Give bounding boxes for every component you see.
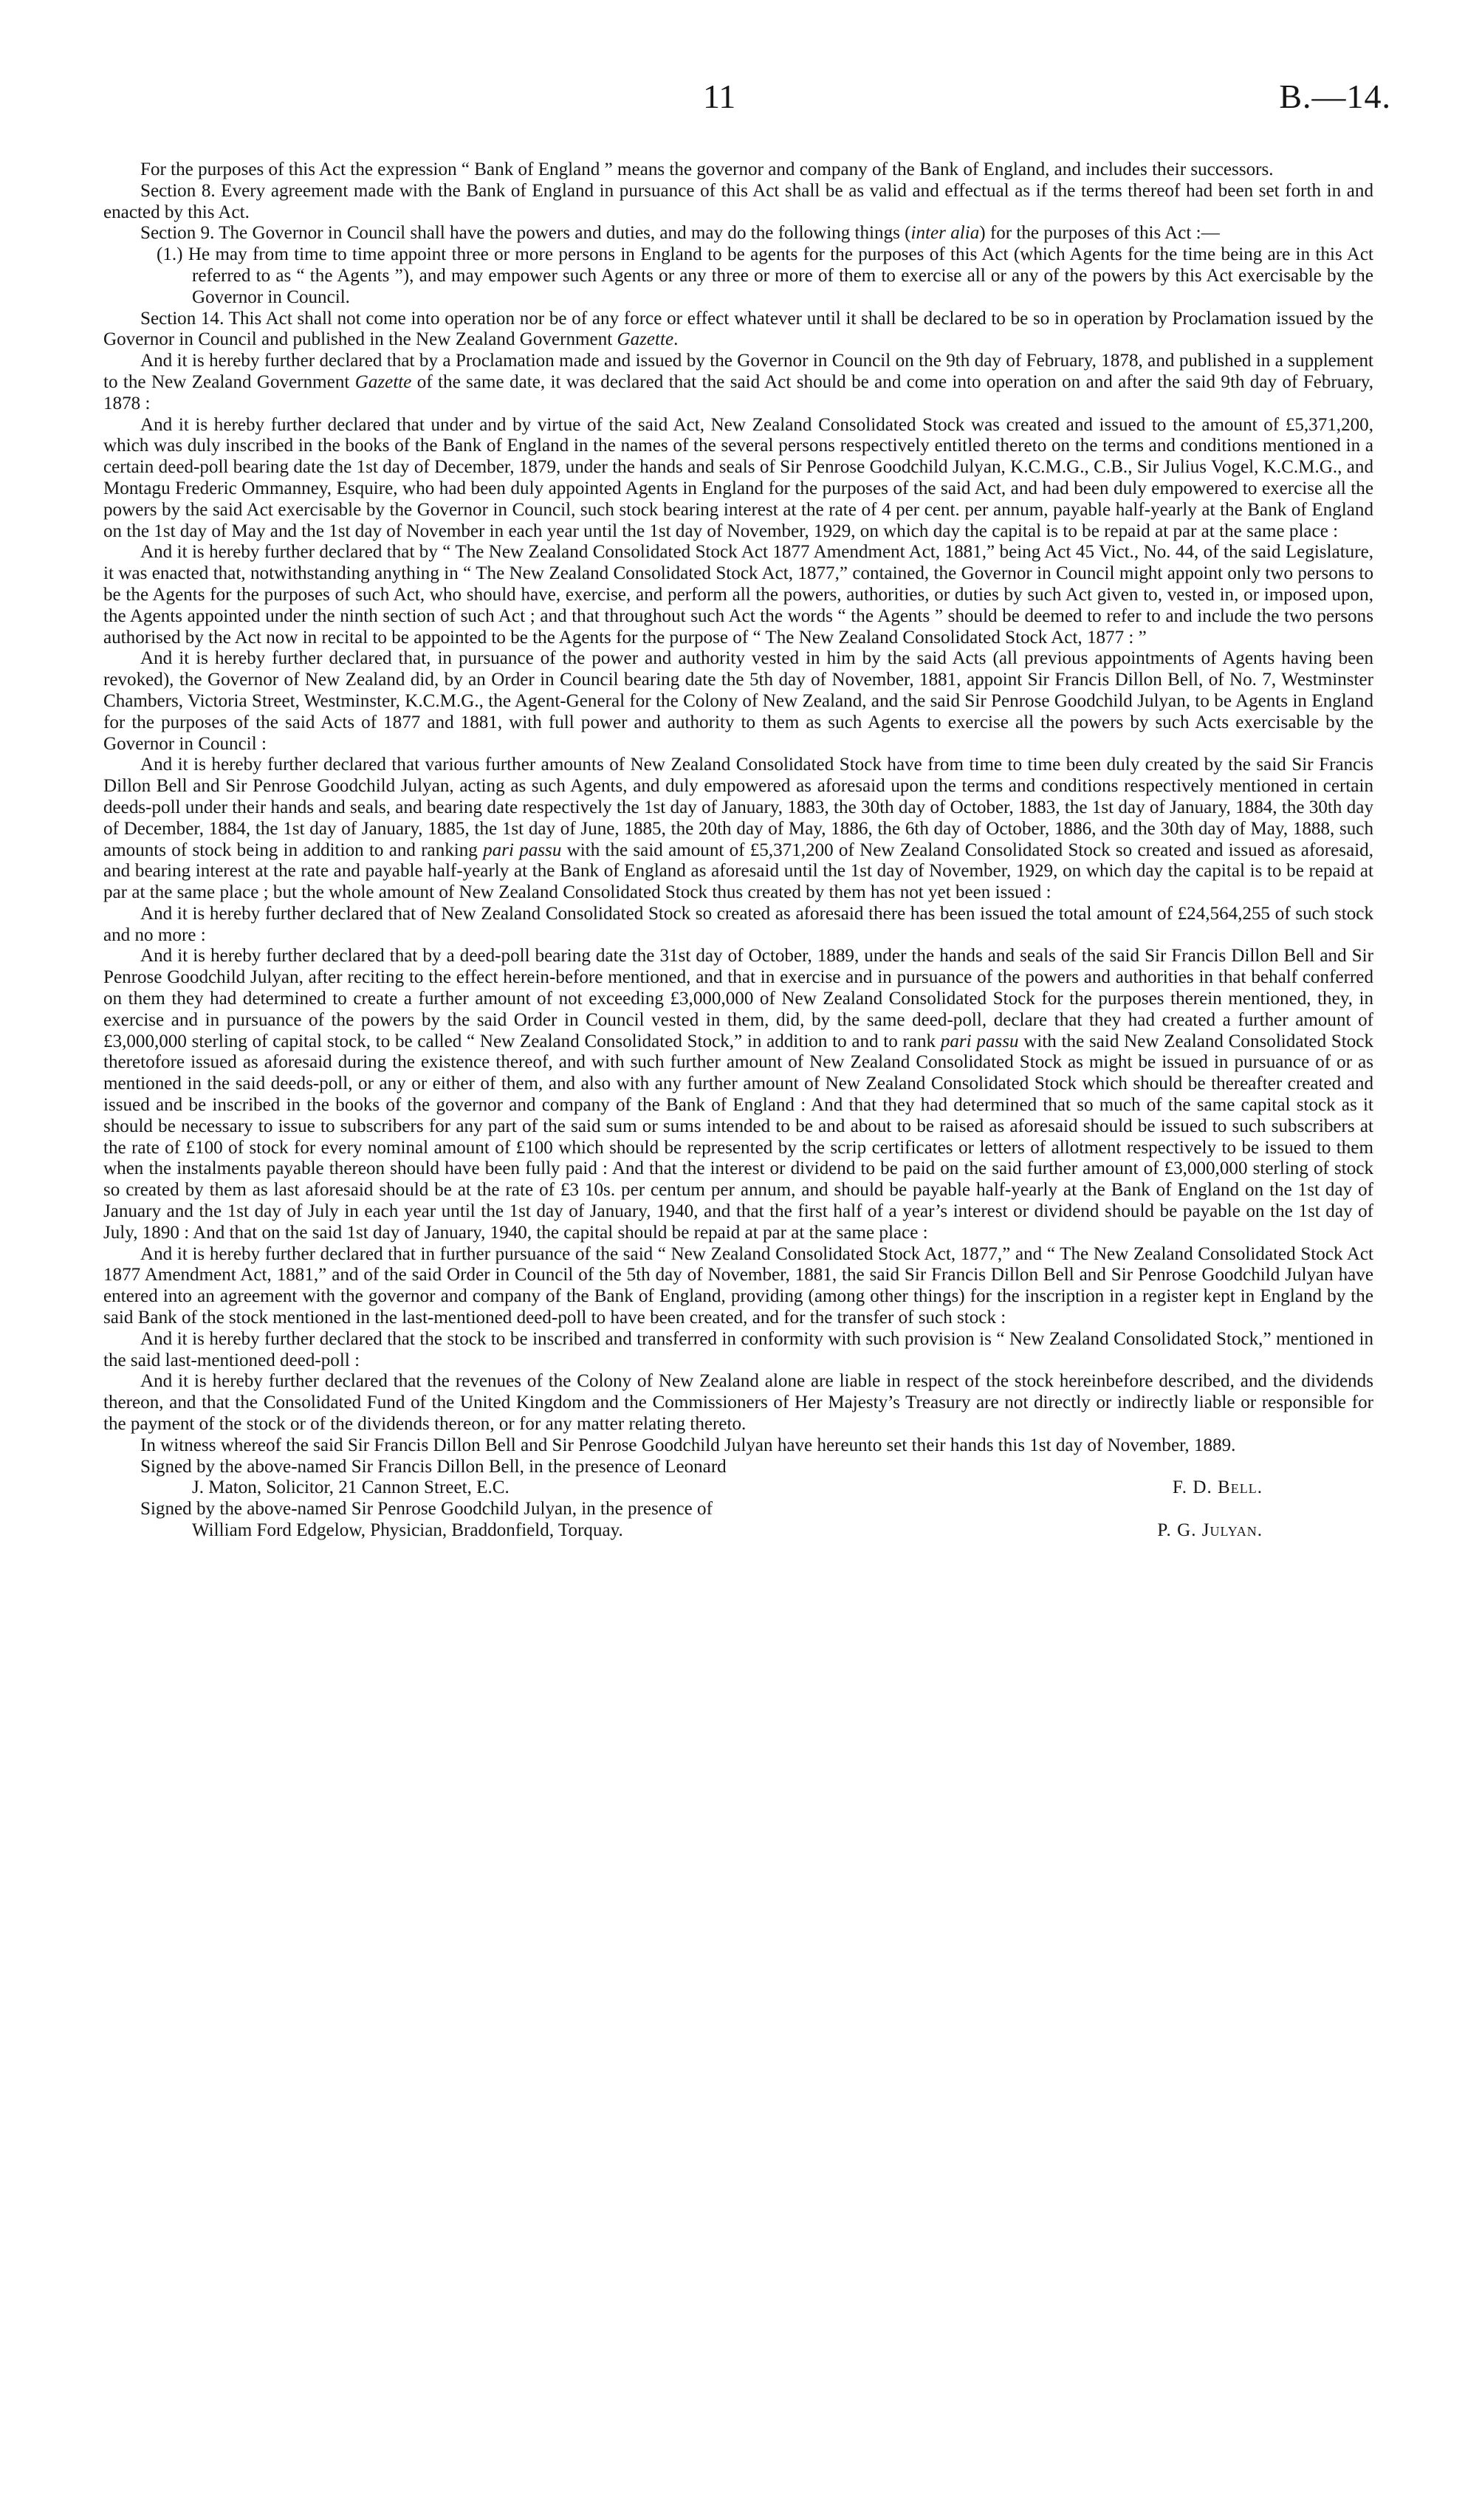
paragraph: And it is hereby further declared that by a deed-poll bearing date the 31st day of October, 1889, under the hands and seals of the said Sir Francis Dillon Bell and Sir Penrose Goodchild Julyan, after reciting to the effect herein-before mentioned, and that in exercise and in pursuance of the powers and authorities in that behalf conferred on them they had determined to create a further amount of not exceeding £3,000,000 of New Zealand Consolidated Stock for the purposes therein mentioned, they, in exercise and in pursuance of the powers by the said Order in Council vested in them, did, by the same deed-poll, declare that they had created a further amount of £3,000,000 sterling of capital stock, to be called “ New Zealand Consolidated Stock,” in addition to and to rank pari passu with the said New Zealand Consolidated Stock theretofore issued as aforesaid during the existence thereof, and with such further amount of New Zealand Consolidated Stock as might be issued in pursuance of or as mentioned in the said deeds-poll, or any or either of them, and also with any further amount of New Zealand Consolidated Stock which should be thereafter created and issued and be inscribed in the books of the governor and company of the Bank of England : And that they had determined that so much of the same capital stock as it should be necessary to issue to subscribers for any part of the said sum or sums intended to be and about to be raised as aforesaid should be issued to such subscribers at the rate of £100 of stock for every nominal amount of £100 which should be represented by the scrip certificates or letters of allotment respectively to be issued to them when the instalments payable thereon should have been fully paid : And that the interest or dividend to be paid on the said further amount of £3,000,000 sterling of stock so created by them as last aforesaid should be at the rate of £3 10s. per centum per annum, and should be payable half-yearly at the Bank of England on the 1st day of January and the 1st day of July in each year until the 1st day of January, 1940, and that the first half of a year’s interest or dividend should be payable on the 1st day of July, 1890 : And that on the said 1st day of January, 1940, the capital should be repaid at par at the same place :: [103, 946, 1373, 1243]
paragraph: And it is hereby further declared that the revenues of the Colony of New Zealand alone are liable in respect of the stock hereinbefore described, and the dividends thereon, and that the Consolidated Fund of the United Kingdom and the Commissioners of Her Majesty’s Treasury are not directly or indirectly liable or responsible for the payment of the stock or of the dividends thereon, or for any matter relating thereto.: [103, 1371, 1373, 1435]
page-header: [0, 77, 1465, 121]
paragraph: And it is hereby further declared that various further amounts of New Zealand Consolidated Stock have from time to time been duly created by the said Sir Francis Dillon Bell and Sir Penrose Goodchild Julyan, acting as such Agents, and duly empowered as aforesaid upon the terms and conditions respectively mentioned in certain deeds-poll under their hands and seals, and bearing date respectively the 1st day of January, 1883, the 30th day of October, 1883, the 1st day of January, 1884, the 30th day of December, 1884, the 1st day of January, 1885, the 1st day of June, 1885, the 20th day of May, 1886, the 6th day of October, 1886, and the 30th day of May, 1888, such amounts of stock being in addition to and ranking pari passu with the said amount of £5,371,200 of New Zealand Consolidated Stock so created and issued as aforesaid, and bearing interest at the rate and payable half-yearly at the Bank of England as aforesaid until the 1st day of November, 1929, on which day the capital is to be repaid at par at the same place ; but the whole amount of New Zealand Consolidated Stock thus created by them has not yet been issued :: [103, 755, 1373, 903]
numbered-clause: (1.) He may from time to time appoint three or more persons in England to be agents for the purposes of this Act (which Agents for the time being are in this Act referred to as “ the Agents ”), and may empower such Agents or any three or more of them to exercise all or any of the powers by this Act exercisable by the Governor in Council.: [157, 244, 1373, 307]
paragraph: For the purposes of this Act the expression “ Bank of England ” means the governor and company of the Bank of England, and includes their successors.: [140, 159, 1274, 179]
body-text: [103, 159, 1373, 1542]
signature-block-bell: [103, 1457, 1373, 1500]
paragraph: And it is hereby further declared that by a Proclamation made and issued by the Governor in Council on the 9th day of February, 1878, and published in a supplement to the New Zealand Government Gazette of the same date, it was declared that the said Act should be and come into operation on and after the said 9th day of February, 1878 :: [103, 351, 1373, 413]
paragraph: And it is hereby further declared that, in pursuance of the power and authority vested in him by the said Acts (all previous appointments of Agents having been revoked), the Governor of New Zealand did, by an Order in Council bearing date the 5th day of November, 1881, appoint Sir Francis Dillon Bell, of No. 7, Westminster Chambers, Victoria Street, Westminster, K.C.M.G., the Agent-General for the Colony of New Zealand, and the said Sir Penrose Goodchild Julyan, to be Agents in England for the purposes of the said Acts of 1877 and 1881, with full power and authority to them as such Agents to exercise all the powers by such Acts exercisable by the Governor in Council :: [103, 648, 1373, 754]
attestation-text: Signed by the above-named Sir Francis Dillon Bell, in the presence of Leonard J. Maton, Solicitor, 21 Cannon Street, E.C.: [140, 1456, 727, 1498]
paragraph: And it is hereby further declared that in further pursuance of the said “ New Zealand Consolidated Stock Act, 1877,” and “ The New Zealand Consolidated Stock Act 1877 Amendment Act, 1881,” and of the said Order in Council of the 5th day of November, 1881, the said Sir Francis Dillon Bell and Sir Penrose Goodchild Julyan have entered into an agreement with the governor and company of the Bank of England, providing (among other things) for the inscription in a register kept in England by the said Bank of the stock mentioned in the last-mentioned deed-poll to have been created, and for the transfer of such stock :: [103, 1243, 1373, 1328]
paragraph: Section 9. The Governor in Council shall have the powers and duties, and may do the following things (inter alia) for the purposes of this Act :—: [140, 223, 1220, 244]
paragraph: And it is hereby further declared that under and by virtue of the said Act, New Zealand Consolidated Stock was created and issued to the amount of £5,371,200, which was duly inscribed in the books of the Bank of England in the names of the several persons respectively entitled thereto on the terms and conditions mentioned in a certain deed-poll bearing date the 1st day of December, 1879, under the hands and seals of Sir Penrose Goodchild Julyan, K.C.M.G., C.B., Sir Julius Vogel, K.C.M.G., and Montagu Frederic Ommanney, Esquire, who had been duly appointed Agents in England for the purposes of the said Act, and had been duly empowered to exercise all the powers by the said Act exercisable by the Governor in Council, such stock bearing interest at the rate of 4 per cent. per annum, payable half-yearly at the Bank of England on the 1st day of May and the 1st day of November in each year until the 1st day of November, 1929, on which day the capital is to be repaid at par at the same place :: [103, 414, 1373, 541]
paragraph: And it is hereby further declared that of New Zealand Consolidated Stock so created as aforesaid there has been issued the total amount of £24,564,255 of such stock and no more :: [103, 903, 1373, 945]
document-reference: B.—14.: [1279, 78, 1391, 115]
signatory-name: F. D. Bell.: [1172, 1477, 1263, 1498]
page-number: 11: [703, 78, 736, 115]
paragraph: Section 8. Every agreement made with the Bank of England in pursuance of this Act shall be as valid and effectual as if the terms thereof had been set forth in and enacted by this Act.: [103, 180, 1373, 222]
signature-block-julyan: [103, 1499, 1373, 1542]
paragraph: Section 14. This Act shall not come into operation nor be of any force or effect whatever until it shall be declared to be so in operation by Proclamation issued by the Governor in Council and published in the New Zealand Government Gazette.: [103, 308, 1373, 350]
attestation-text: Signed by the above-named Sir Penrose Goodchild Julyan, in the presence of William Ford Edgelow, Physician, Braddonfield, Torquay.: [140, 1499, 713, 1540]
witness-clause: In witness whereof the said Sir Francis Dillon Bell and Sir Penrose Goodchild Julyan have hereunto set their hands this 1st day of November, 1889.: [140, 1435, 1236, 1455]
paragraph: And it is hereby further declared that by “ The New Zealand Consolidated Stock Act 1877 Amendment Act, 1881,” being Act 45 Vict., No. 44, of the said Legislature, it was enacted that, notwithstanding anything in “ The New Zealand Consolidated Stock Act, 1877,” contained, the Governor in Council might appoint only two persons to be the Agents for the purposes of such Act, who should have, exercise, and perform all the powers, authorities, or duties by such Act given to, vested in, or imposed upon, the Agents appointed under the ninth section of such Act ; and that throughout such Act the words “ the Agents ” should be deemed to refer to and include the two persons authorised by the Act now in recital to be appointed to be the Agents for the purpose of “ The New Zealand Consolidated Stock Act, 1877 : ”: [103, 542, 1373, 648]
paragraph: And it is hereby further declared that the stock to be inscribed and transferred in conformity with such provision is “ New Zealand Consolidated Stock,” mentioned in the said last-mentioned deed-poll :: [103, 1328, 1373, 1370]
signatory-name: P. G. Julyan.: [1157, 1520, 1263, 1540]
